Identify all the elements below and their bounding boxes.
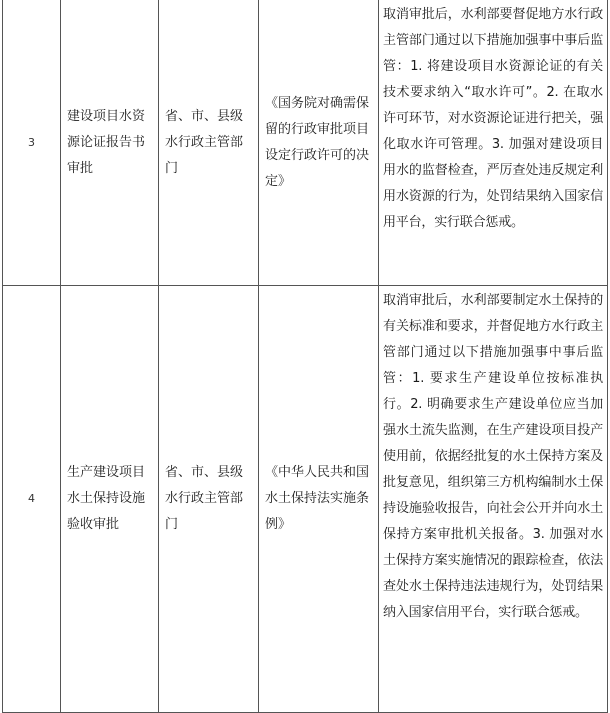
legal-basis-cell: 《国务院对确需保留的行政审批项目设定行政许可的决定》 [259,0,379,286]
supervision-measures-text: 取消审批后，水利部要督促地方水行政主管部门通过以下措施加强事中事后监管：1. 将建设项目水资源论证的有关技术要求纳入“取水许可”。2. 在取水许可环节，对水资源论证进行把关，强化取水许可管理。3. 加强对建设项目用水的监督检查，严厉查处违反规定利用水资源的行为，处罚结果纳入国家信用平台，实行联合惩戒。 [383,7,603,230]
table-row [3,286,608,713]
supervision-measures-text: 取消审批后，水利部要制定水土保持的有关标准和要求，并督促地方水行政主管部门通过以下措施加强事中事后监管：1. 要求生产建设单位按标准执行。2. 明确要求生产建设单位应当加强水土流失监测，在生产建设项目投产使用前，依据经批复的水土保持方案及批复意见，组织第三方机构编制水土保持设施验收报告，向社会公开并向水土保持方案审批机关报备。3. 加强对水土保持方案实施情况的跟踪检查，依法查处水土保持违法违规行为，处罚结果纳入国家信用平台，实行联合惩戒。 [383,293,603,620]
supervision-measures-cell [379,286,608,713]
approval-items-table [2,0,608,713]
table-row [3,0,608,286]
legal-basis-cell: 《中华人民共和国水土保持法实施条例》 [259,286,379,713]
supervision-measures-cell [379,0,608,286]
item-name-cell: 生产建设项目水土保持设施验收审批 [61,286,159,713]
row-number: 4 [3,286,61,713]
row-number: 3 [3,0,61,286]
item-name-cell: 建设项目水资源论证报告书审批 [61,0,159,286]
department-cell: 省、市、县级水行政主管部门 [159,0,259,286]
department-cell: 省、市、县级水行政主管部门 [159,286,259,713]
